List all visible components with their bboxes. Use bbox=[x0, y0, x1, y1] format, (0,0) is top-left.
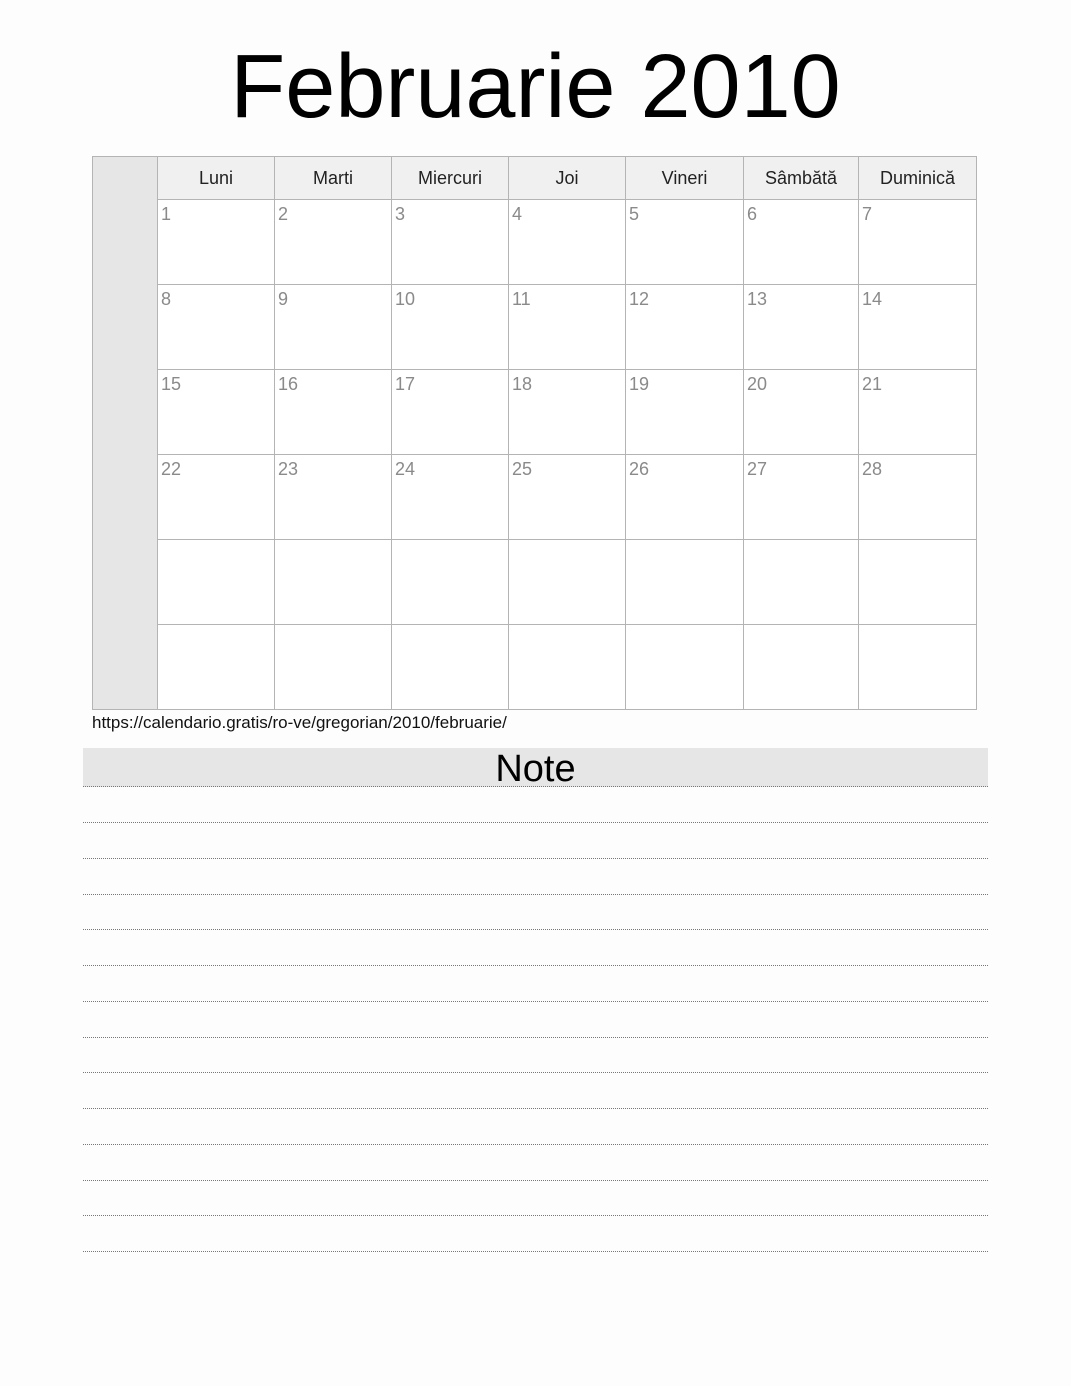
note-line bbox=[83, 858, 988, 859]
day-number: 24 bbox=[395, 459, 416, 479]
day-cell bbox=[509, 625, 626, 710]
day-cell bbox=[744, 625, 859, 710]
day-number: 2 bbox=[278, 204, 289, 224]
day-cell bbox=[509, 285, 626, 370]
day-cell bbox=[158, 370, 275, 455]
day-number: 17 bbox=[395, 374, 416, 394]
day-cell bbox=[158, 455, 275, 540]
day-number: 12 bbox=[629, 289, 650, 309]
day-number: 5 bbox=[629, 204, 640, 224]
day-cell bbox=[626, 540, 744, 625]
day-number: 9 bbox=[278, 289, 289, 309]
note-line bbox=[83, 965, 988, 966]
day-number: 7 bbox=[862, 204, 873, 224]
day-cell bbox=[392, 540, 509, 625]
day-number: 10 bbox=[395, 289, 416, 309]
day-number: 16 bbox=[278, 374, 299, 394]
note-line bbox=[83, 1108, 988, 1109]
note-line bbox=[83, 1180, 988, 1181]
day-cell bbox=[744, 370, 859, 455]
note-line bbox=[83, 1072, 988, 1073]
day-cell bbox=[859, 625, 977, 710]
week-row bbox=[158, 625, 977, 710]
day-cell bbox=[275, 200, 392, 285]
day-number: 15 bbox=[161, 374, 182, 394]
day-number: 6 bbox=[747, 204, 758, 224]
note-line bbox=[83, 1215, 988, 1216]
day-cell bbox=[626, 200, 744, 285]
source-url: https://calendario.gratis/ro-ve/gregorian/2010/februarie/ bbox=[92, 713, 507, 732]
weekday-header-row bbox=[158, 157, 977, 200]
note-line bbox=[83, 1251, 988, 1252]
note-line bbox=[83, 1037, 988, 1038]
day-cell bbox=[626, 455, 744, 540]
day-number: 3 bbox=[395, 204, 406, 224]
day-number: 19 bbox=[629, 374, 650, 394]
week-number-column bbox=[92, 156, 157, 710]
day-number: 20 bbox=[747, 374, 768, 394]
day-cell bbox=[744, 540, 859, 625]
day-cell bbox=[509, 200, 626, 285]
day-cell bbox=[275, 540, 392, 625]
day-number: 28 bbox=[862, 459, 883, 479]
day-cell bbox=[744, 200, 859, 285]
day-number: 26 bbox=[629, 459, 650, 479]
note-line bbox=[83, 1001, 988, 1002]
week-row bbox=[158, 540, 977, 625]
note-line bbox=[83, 1144, 988, 1145]
day-cell bbox=[392, 625, 509, 710]
day-cell bbox=[859, 455, 977, 540]
day-cell bbox=[859, 200, 977, 285]
day-cell bbox=[859, 540, 977, 625]
day-number: 27 bbox=[747, 459, 768, 479]
page-title: Februarie 2010 bbox=[230, 37, 841, 137]
day-cell bbox=[275, 455, 392, 540]
day-number: 14 bbox=[862, 289, 883, 309]
weekday-header-tuesday: Marti bbox=[275, 157, 392, 200]
note-line bbox=[83, 929, 988, 930]
day-cell bbox=[626, 625, 744, 710]
day-cell bbox=[509, 370, 626, 455]
day-number: 25 bbox=[512, 459, 533, 479]
weekday-header-friday: Vineri bbox=[626, 157, 744, 200]
day-number: 23 bbox=[278, 459, 299, 479]
day-number: 13 bbox=[747, 289, 768, 309]
day-cell bbox=[392, 200, 509, 285]
week-row bbox=[158, 200, 977, 285]
weekday-header-monday: Luni bbox=[158, 157, 275, 200]
note-line bbox=[83, 822, 988, 823]
weekday-header-wednesday: Miercuri bbox=[392, 157, 509, 200]
day-number: 8 bbox=[161, 289, 172, 309]
weekday-header-sunday: Duminică bbox=[859, 157, 977, 200]
day-number: 11 bbox=[512, 289, 531, 309]
day-cell bbox=[509, 540, 626, 625]
day-cell bbox=[509, 455, 626, 540]
weekday-header-saturday: Sâmbătă bbox=[744, 157, 859, 200]
calendar-grid bbox=[157, 156, 977, 710]
day-cell bbox=[859, 285, 977, 370]
day-cell bbox=[626, 285, 744, 370]
notes-heading: Note bbox=[83, 748, 988, 787]
day-number: 21 bbox=[862, 374, 883, 394]
weekday-header-thursday: Joi bbox=[509, 157, 626, 200]
day-cell bbox=[626, 370, 744, 455]
week-row bbox=[158, 285, 977, 370]
week-row bbox=[158, 455, 977, 540]
day-cell bbox=[392, 370, 509, 455]
day-cell bbox=[744, 285, 859, 370]
day-cell bbox=[158, 285, 275, 370]
day-cell bbox=[158, 200, 275, 285]
day-number: 18 bbox=[512, 374, 533, 394]
day-cell bbox=[744, 455, 859, 540]
day-number: 1 bbox=[161, 204, 172, 224]
day-cell bbox=[275, 625, 392, 710]
day-cell bbox=[392, 285, 509, 370]
day-cell bbox=[275, 370, 392, 455]
day-number: 22 bbox=[161, 459, 182, 479]
day-cell bbox=[158, 540, 275, 625]
note-line bbox=[83, 894, 988, 895]
day-cell bbox=[275, 285, 392, 370]
day-cell bbox=[158, 625, 275, 710]
day-number: 4 bbox=[512, 204, 523, 224]
week-row bbox=[158, 370, 977, 455]
day-cell bbox=[392, 455, 509, 540]
day-cell bbox=[859, 370, 977, 455]
